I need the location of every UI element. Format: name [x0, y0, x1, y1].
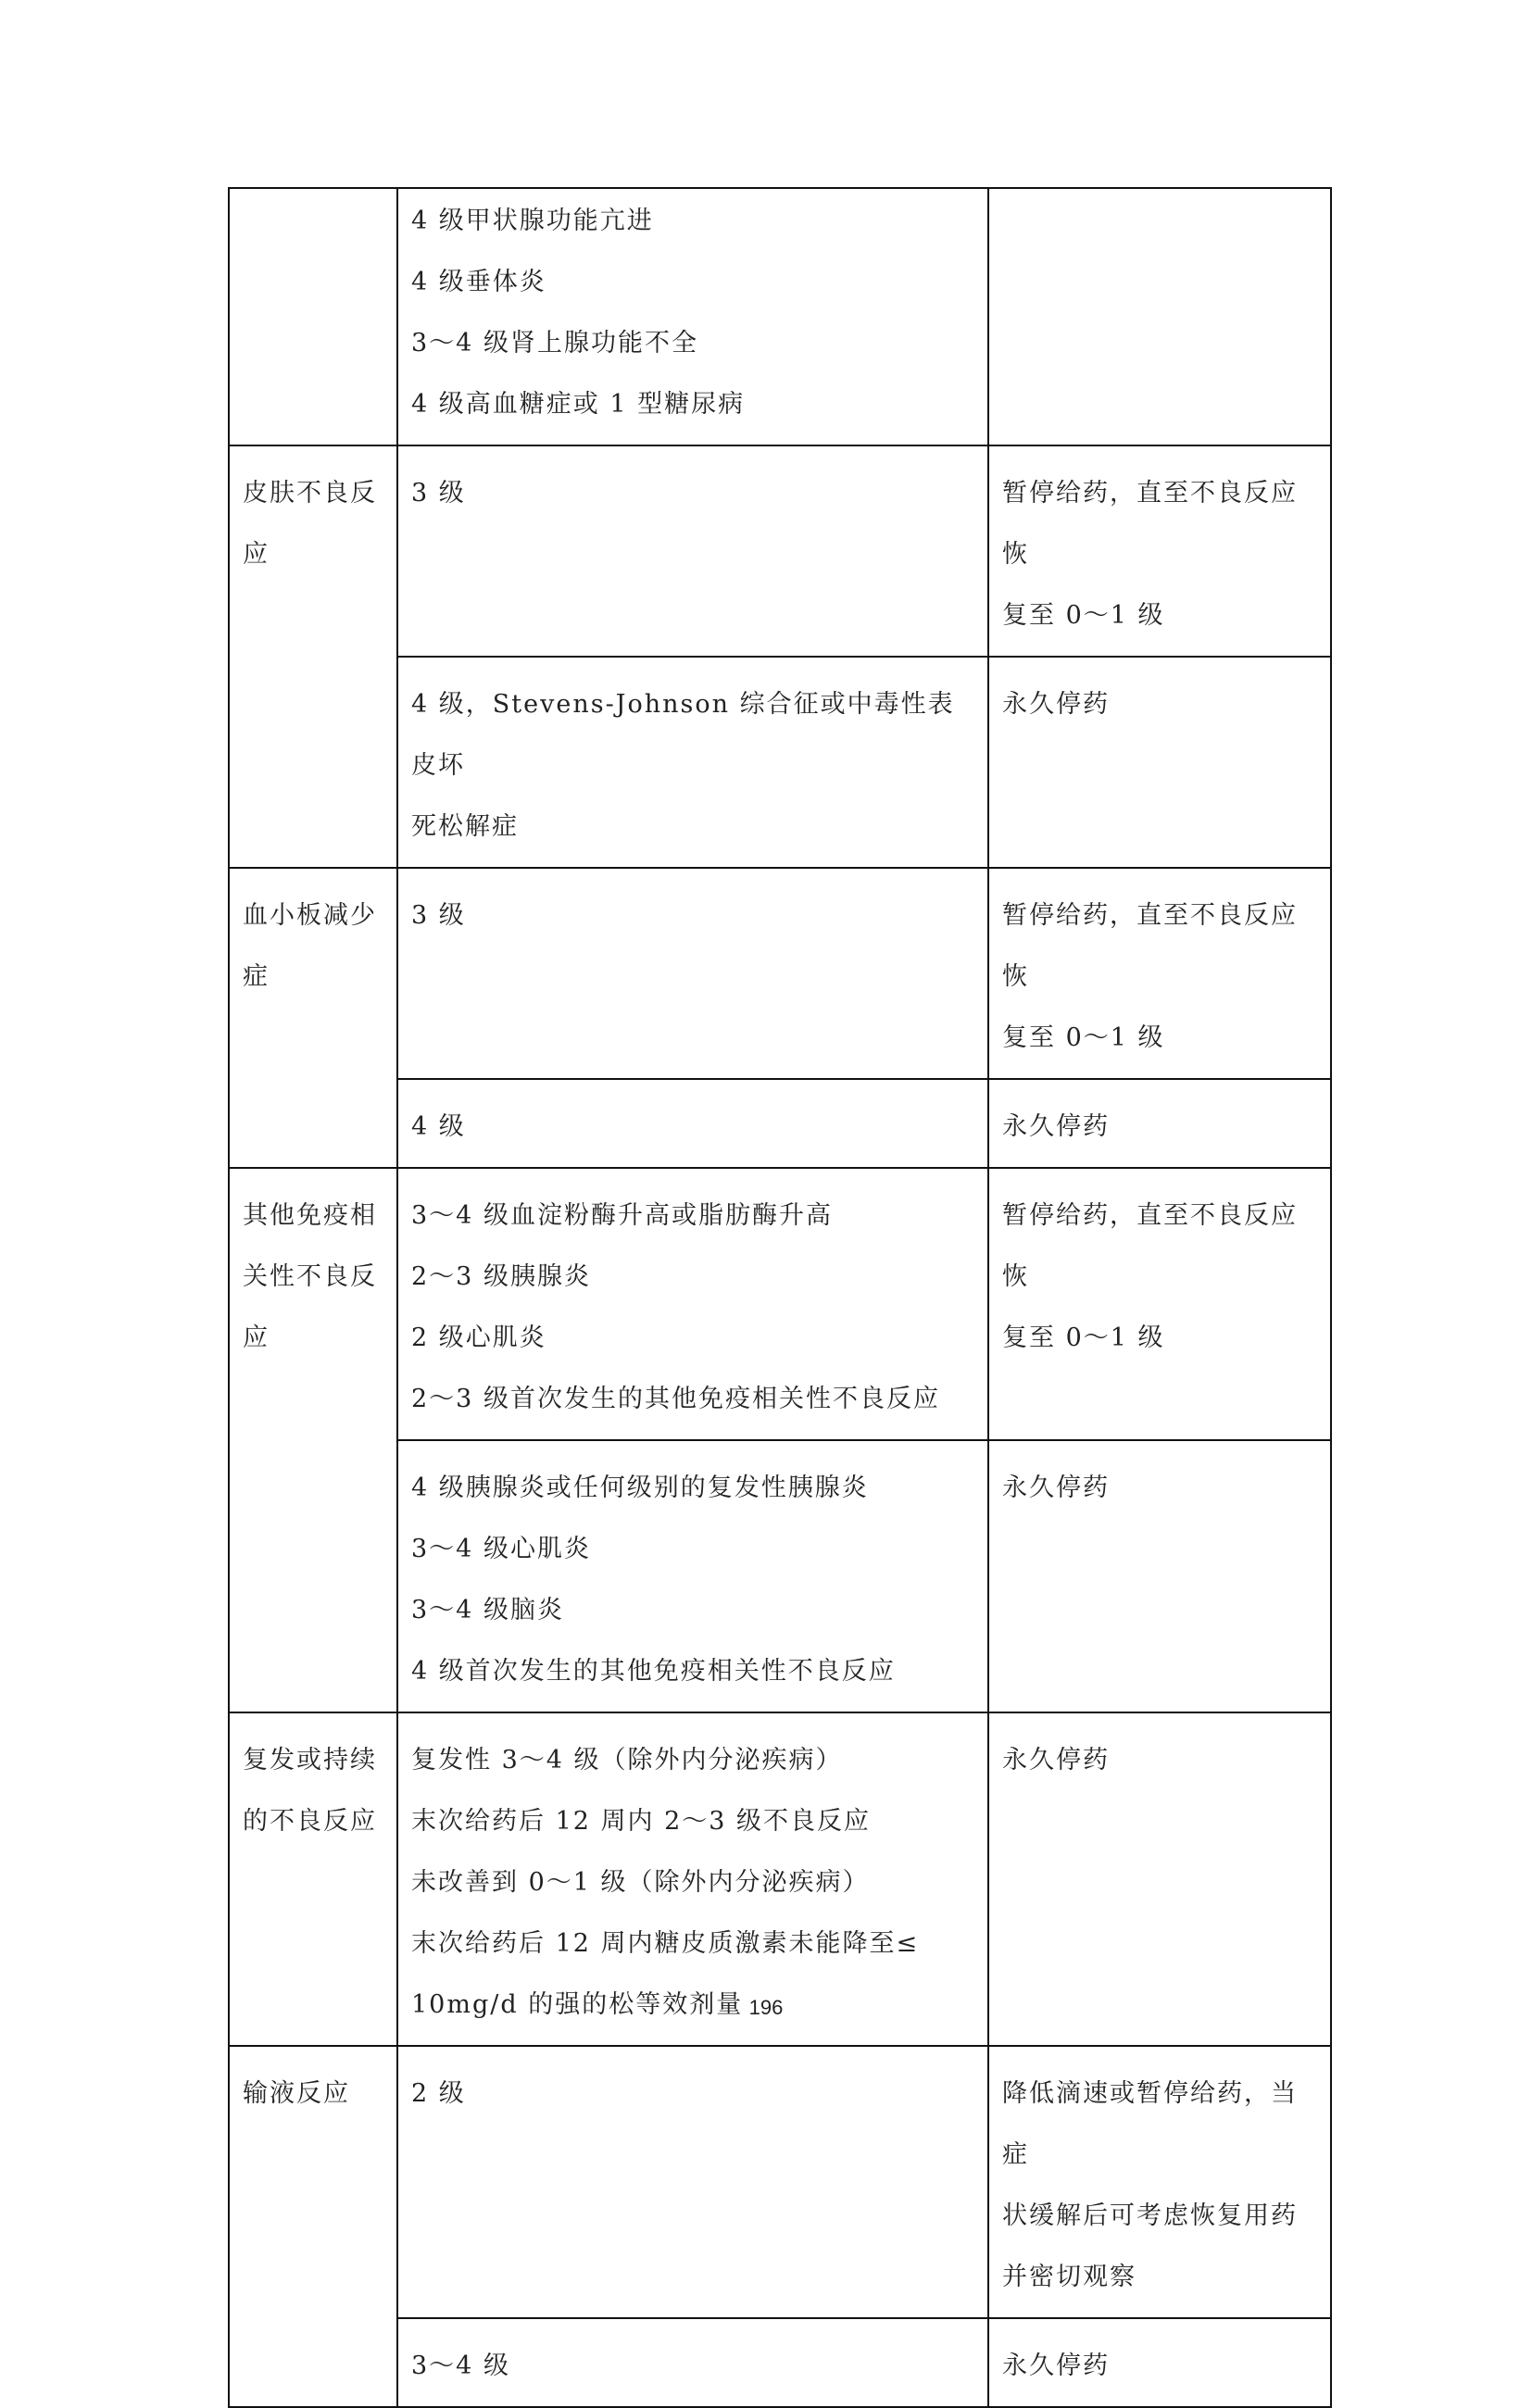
category-cell [229, 2046, 397, 2407]
condition-line: 3～4 级脑炎 [411, 1596, 564, 1624]
condition-line: 2 级心肌炎 [411, 1323, 546, 1352]
category-line: 皮肤不良反 [243, 479, 377, 508]
category-line: 输液反应 [243, 2079, 350, 2108]
condition-line: 4 级 [411, 1112, 466, 1141]
table-row [229, 868, 1331, 1079]
table-row [229, 1168, 1331, 1440]
condition-line: 末次给药后 12 周内 2～3 级不良反应 [411, 1807, 872, 1836]
category-cell [229, 445, 397, 868]
condition-line: 复发性 3～4 级（除外内分泌疾病） [411, 1746, 843, 1775]
action-line: 暂停给药，直至不良反应恢 [1002, 479, 1298, 569]
action-line: 复至 0～1 级 [1002, 601, 1165, 630]
category-cell [229, 188, 397, 445]
dose-modification-table [228, 187, 1332, 2408]
condition-line: 3 级 [411, 479, 466, 508]
condition-line: 4 级甲状腺功能亢进 [411, 207, 654, 235]
page-number: 196 [748, 1996, 784, 2019]
category-line: 应 [243, 1323, 270, 1352]
action-line: 永久停药 [1002, 1112, 1110, 1141]
action-line: 永久停药 [1002, 2352, 1110, 2380]
action-line: 降低滴速或暂停给药，当症 [1002, 2079, 1298, 2169]
table-row [229, 188, 1331, 445]
action-cell [988, 657, 1331, 868]
action-cell [988, 2046, 1331, 2318]
condition-line: 4 级胰腺炎或任何级别的复发性胰腺炎 [411, 1474, 869, 1502]
condition-line: 3～4 级肾上腺功能不全 [411, 329, 698, 357]
condition-line: 死松解症 [411, 812, 519, 841]
condition-line: 3～4 级心肌炎 [411, 1535, 591, 1563]
category-cell [229, 1168, 397, 1712]
condition-cell [397, 868, 988, 1079]
action-line: 状缓解后可考虑恢复用药 [1002, 2201, 1298, 2230]
table-row [229, 445, 1331, 657]
category-line: 复发或持续 [243, 1746, 377, 1775]
action-cell [988, 1168, 1331, 1440]
condition-cell [397, 1079, 988, 1168]
category-line: 的不良反应 [243, 1807, 377, 1836]
condition-line: 10mg/d 的强的松等效剂量 [411, 1990, 744, 2019]
condition-line: 4 级高血糖症或 1 型糖尿病 [411, 390, 746, 419]
action-line: 暂停给药，直至不良反应恢 [1002, 1201, 1298, 1291]
condition-line: 2～3 级首次发生的其他免疫相关性不良反应 [411, 1385, 940, 1413]
action-line: 并密切观察 [1002, 2263, 1136, 2291]
category-cell [229, 868, 397, 1168]
condition-line: 4 级首次发生的其他免疫相关性不良反应 [411, 1657, 896, 1686]
condition-line: 3 级 [411, 901, 466, 930]
category-line: 其他免疫相 [243, 1201, 377, 1230]
condition-cell [397, 657, 988, 868]
action-line: 复至 0～1 级 [1002, 1023, 1165, 1052]
category-line: 关性不良反 [243, 1262, 377, 1291]
condition-line: 3～4 级血淀粉酶升高或脂肪酶升高 [411, 1201, 833, 1230]
condition-line: 4 级垂体炎 [411, 268, 546, 296]
action-cell [988, 445, 1331, 657]
condition-line: 2 级 [411, 2079, 466, 2108]
condition-cell [397, 445, 988, 657]
condition-line: 4 级，Stevens-Johnson 综合征或中毒性表皮坏 [411, 690, 955, 780]
condition-cell [397, 188, 988, 445]
condition-line: 末次给药后 12 周内糖皮质激素未能降至≤ [411, 1929, 920, 1958]
condition-line: 3～4 级 [411, 2352, 510, 2380]
condition-cell [397, 1440, 988, 1712]
action-line: 永久停药 [1002, 690, 1110, 719]
action-line: 永久停药 [1002, 1474, 1110, 1502]
action-cell [988, 868, 1331, 1079]
category-line: 症 [243, 962, 270, 991]
action-line: 永久停药 [1002, 1746, 1110, 1775]
action-cell [988, 2318, 1331, 2407]
category-line: 血小板减少 [243, 901, 377, 930]
action-line: 暂停给药，直至不良反应恢 [1002, 901, 1298, 991]
category-line: 应 [243, 540, 270, 569]
condition-cell [397, 1168, 988, 1440]
condition-cell [397, 2046, 988, 2318]
condition-line: 2～3 级胰腺炎 [411, 1262, 591, 1291]
action-line: 复至 0～1 级 [1002, 1323, 1165, 1352]
action-cell [988, 1079, 1331, 1168]
condition-line: 未改善到 0～1 级（除外内分泌疾病） [411, 1868, 870, 1897]
condition-cell [397, 2318, 988, 2407]
action-cell [988, 188, 1331, 445]
action-cell [988, 1440, 1331, 1712]
table-row [229, 2046, 1331, 2318]
